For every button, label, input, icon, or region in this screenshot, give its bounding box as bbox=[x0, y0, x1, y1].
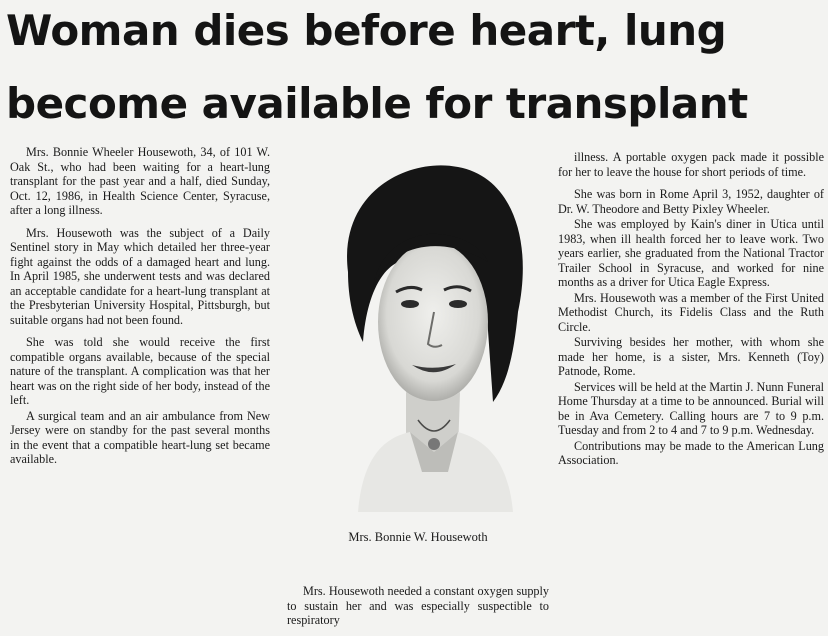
paragraph: Mrs. Housewoth needed a constant oxygen supply to sustain her and was especially suspectible to respiratory bbox=[287, 584, 549, 627]
paragraph: Mrs. Housewoth was a member of the First United Methodist Church, its Fidelis Class and the Ruth Circle. bbox=[558, 290, 824, 334]
paragraph: Surviving besides her mother, with whom she made her home, is a sister, Mrs. Kenneth (Toy) Patnode, Rome. bbox=[558, 335, 824, 378]
article-column-3 bbox=[558, 150, 824, 469]
headline-line-1: Woman dies before heart, lung bbox=[6, 6, 727, 55]
article-column-1 bbox=[10, 145, 270, 475]
paragraph: illness. A portable oxygen pack made it possible for her to leave the house for short periods of time. bbox=[558, 150, 824, 179]
paragraph: Mrs. Housewoth was the subject of a Daily Sentinel story in May which detailed her three-year fight against the odds of a damaged heart and lung. In April 1985, she underwent tests and was declared an acceptable candidate for a heart-lung transplant at the Presbyterian University Hospital, Pittsburgh, but suitable organs had not been found. bbox=[10, 225, 270, 327]
article-column-2 bbox=[287, 584, 549, 636]
paragraph: Mrs. Bonnie Wheeler Housewoth, 34, of 101 W. Oak St., who had been waiting for a heart-lung transplant for the past year and a half, died Sunday, Oct. 12, 1986, in Health Science Center, Syracuse, after a long illness. bbox=[10, 145, 270, 217]
paragraph: Services will be held at the Martin J. Nunn Funeral Home Thursday at a time to be announced. Burial will be in Ava Cemetery. Calling hours are 7 to 9 p.m. Tuesday and from 2 to 4 and 7 to 9 p.m. Wednesday. bbox=[558, 379, 824, 437]
portrait-photo bbox=[318, 152, 538, 512]
photo-caption: Mrs. Bonnie W. Housewoth bbox=[348, 530, 488, 544]
paragraph: She was born in Rome April 3, 1952, daughter of Dr. W. Theodore and Betty Pixley Wheeler. bbox=[558, 187, 824, 216]
paragraph: She was employed by Kain's diner in Utica until 1983, when ill health forced her to leave work. Two years earlier, she graduated from the National Tractor Trailer School in Syracuse, and worked for nine months as a driver for Utica Eagle Express. bbox=[558, 217, 824, 289]
paragraph: She was told she would receive the first compatible organs available, because of the special nature of the transplant. A complication was that her heart was on the right side of her body, instead of the left. bbox=[10, 335, 270, 407]
paragraph: A surgical team and an air ambulance from New Jersey were on standby for the past several months in the event that a compatible heart-lung set became available. bbox=[10, 408, 270, 466]
portrait-image bbox=[318, 152, 538, 512]
paragraph: Contributions may be made to the American Lung Association. bbox=[558, 438, 824, 467]
headline-line-2: become available for transplant bbox=[6, 79, 748, 128]
